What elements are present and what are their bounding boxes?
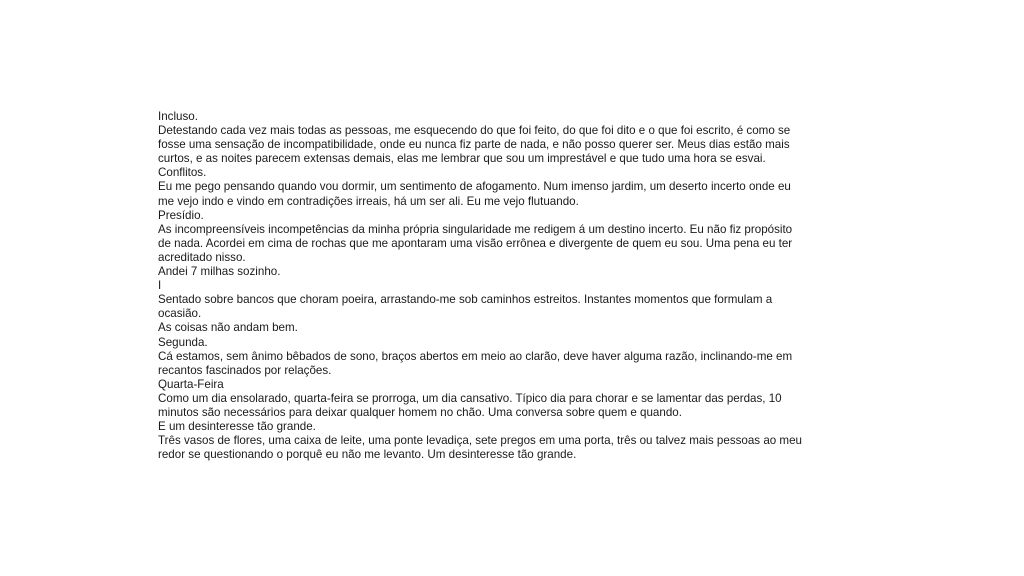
heading-desinteresse: E um desinteresse tão grande. (158, 420, 316, 434)
heading-coisas: As coisas não andam bem. (158, 321, 298, 335)
heading-numeral: I (158, 279, 162, 293)
paragraph-conflitos: Eu me pego pensando quando vou dormir, um sentimento de afogamento. Num imenso jardim, um deserto incerto onde eu me vejo indo e vindo em contradições irreais, há um ser ali. Eu me vejo flutuando. (158, 180, 791, 208)
paragraph-presidio: As incompreensíveis incompetências da minha própria singularidade me redigem á um destino incerto. Eu não fiz propósito de nada. Acordei em cima de rochas que me apontaram uma visão errônea e divergente de quem eu sou. Uma pena eu ter acreditado nisso. (158, 222, 793, 264)
heading-quarta-feira: Quarta-Feira (158, 377, 224, 391)
heading-andei: Andei 7 milhas sozinho. (158, 265, 281, 279)
paragraph-segunda: Cá estamos, sem ânimo bêbados de sono, braços abertos em meio ao clarão, deve haver alguma razão, inclinando-me em recantos fascinados por relações. (158, 349, 793, 377)
heading-conflitos: Conflitos. (158, 166, 207, 180)
heading-incluso: Incluso. (158, 110, 198, 123)
heading-segunda: Segunda. (158, 335, 208, 349)
paragraph-incluso: Detestando cada vez mais todas as pessoas, me esquecendo do que foi feito, do que foi dito e o que foi escrito, é como se fosse uma sensação de incompatibilidade, onde eu nunca fiz parte de nada, e não posso querer ser. Meus dias estão mais curtos, e as noites parecem extensas demais, elas me lembrar que sou um imprestável e que tudo uma hora se esvai. (158, 124, 791, 166)
paragraph-sentado: Sentado sobre bancos que choram poeira, arrastando-me sob caminhos estreitos. Instantes momentos que formulam a ocasião. (158, 293, 773, 321)
paragraph-quarta-feira: Como um dia ensolarado, quarta-feira se prorroga, um dia cansativo. Típico dia para chorar e se lamentar das perdas, 10 minutos são necessários para deixar qualquer homem no chão. Uma conversa sobre quem e quando. (158, 391, 782, 419)
paragraph-desinteresse: Três vasos de flores, uma caixa de leite, uma ponte levadiça, sete pregos em uma porta, três ou talvez mais pessoas ao meu redor se questionando o porquê eu não me levanto. Um desinteresse tão grande. (158, 434, 802, 462)
heading-presidio: Presídio. (158, 208, 204, 222)
document-page (158, 110, 808, 462)
